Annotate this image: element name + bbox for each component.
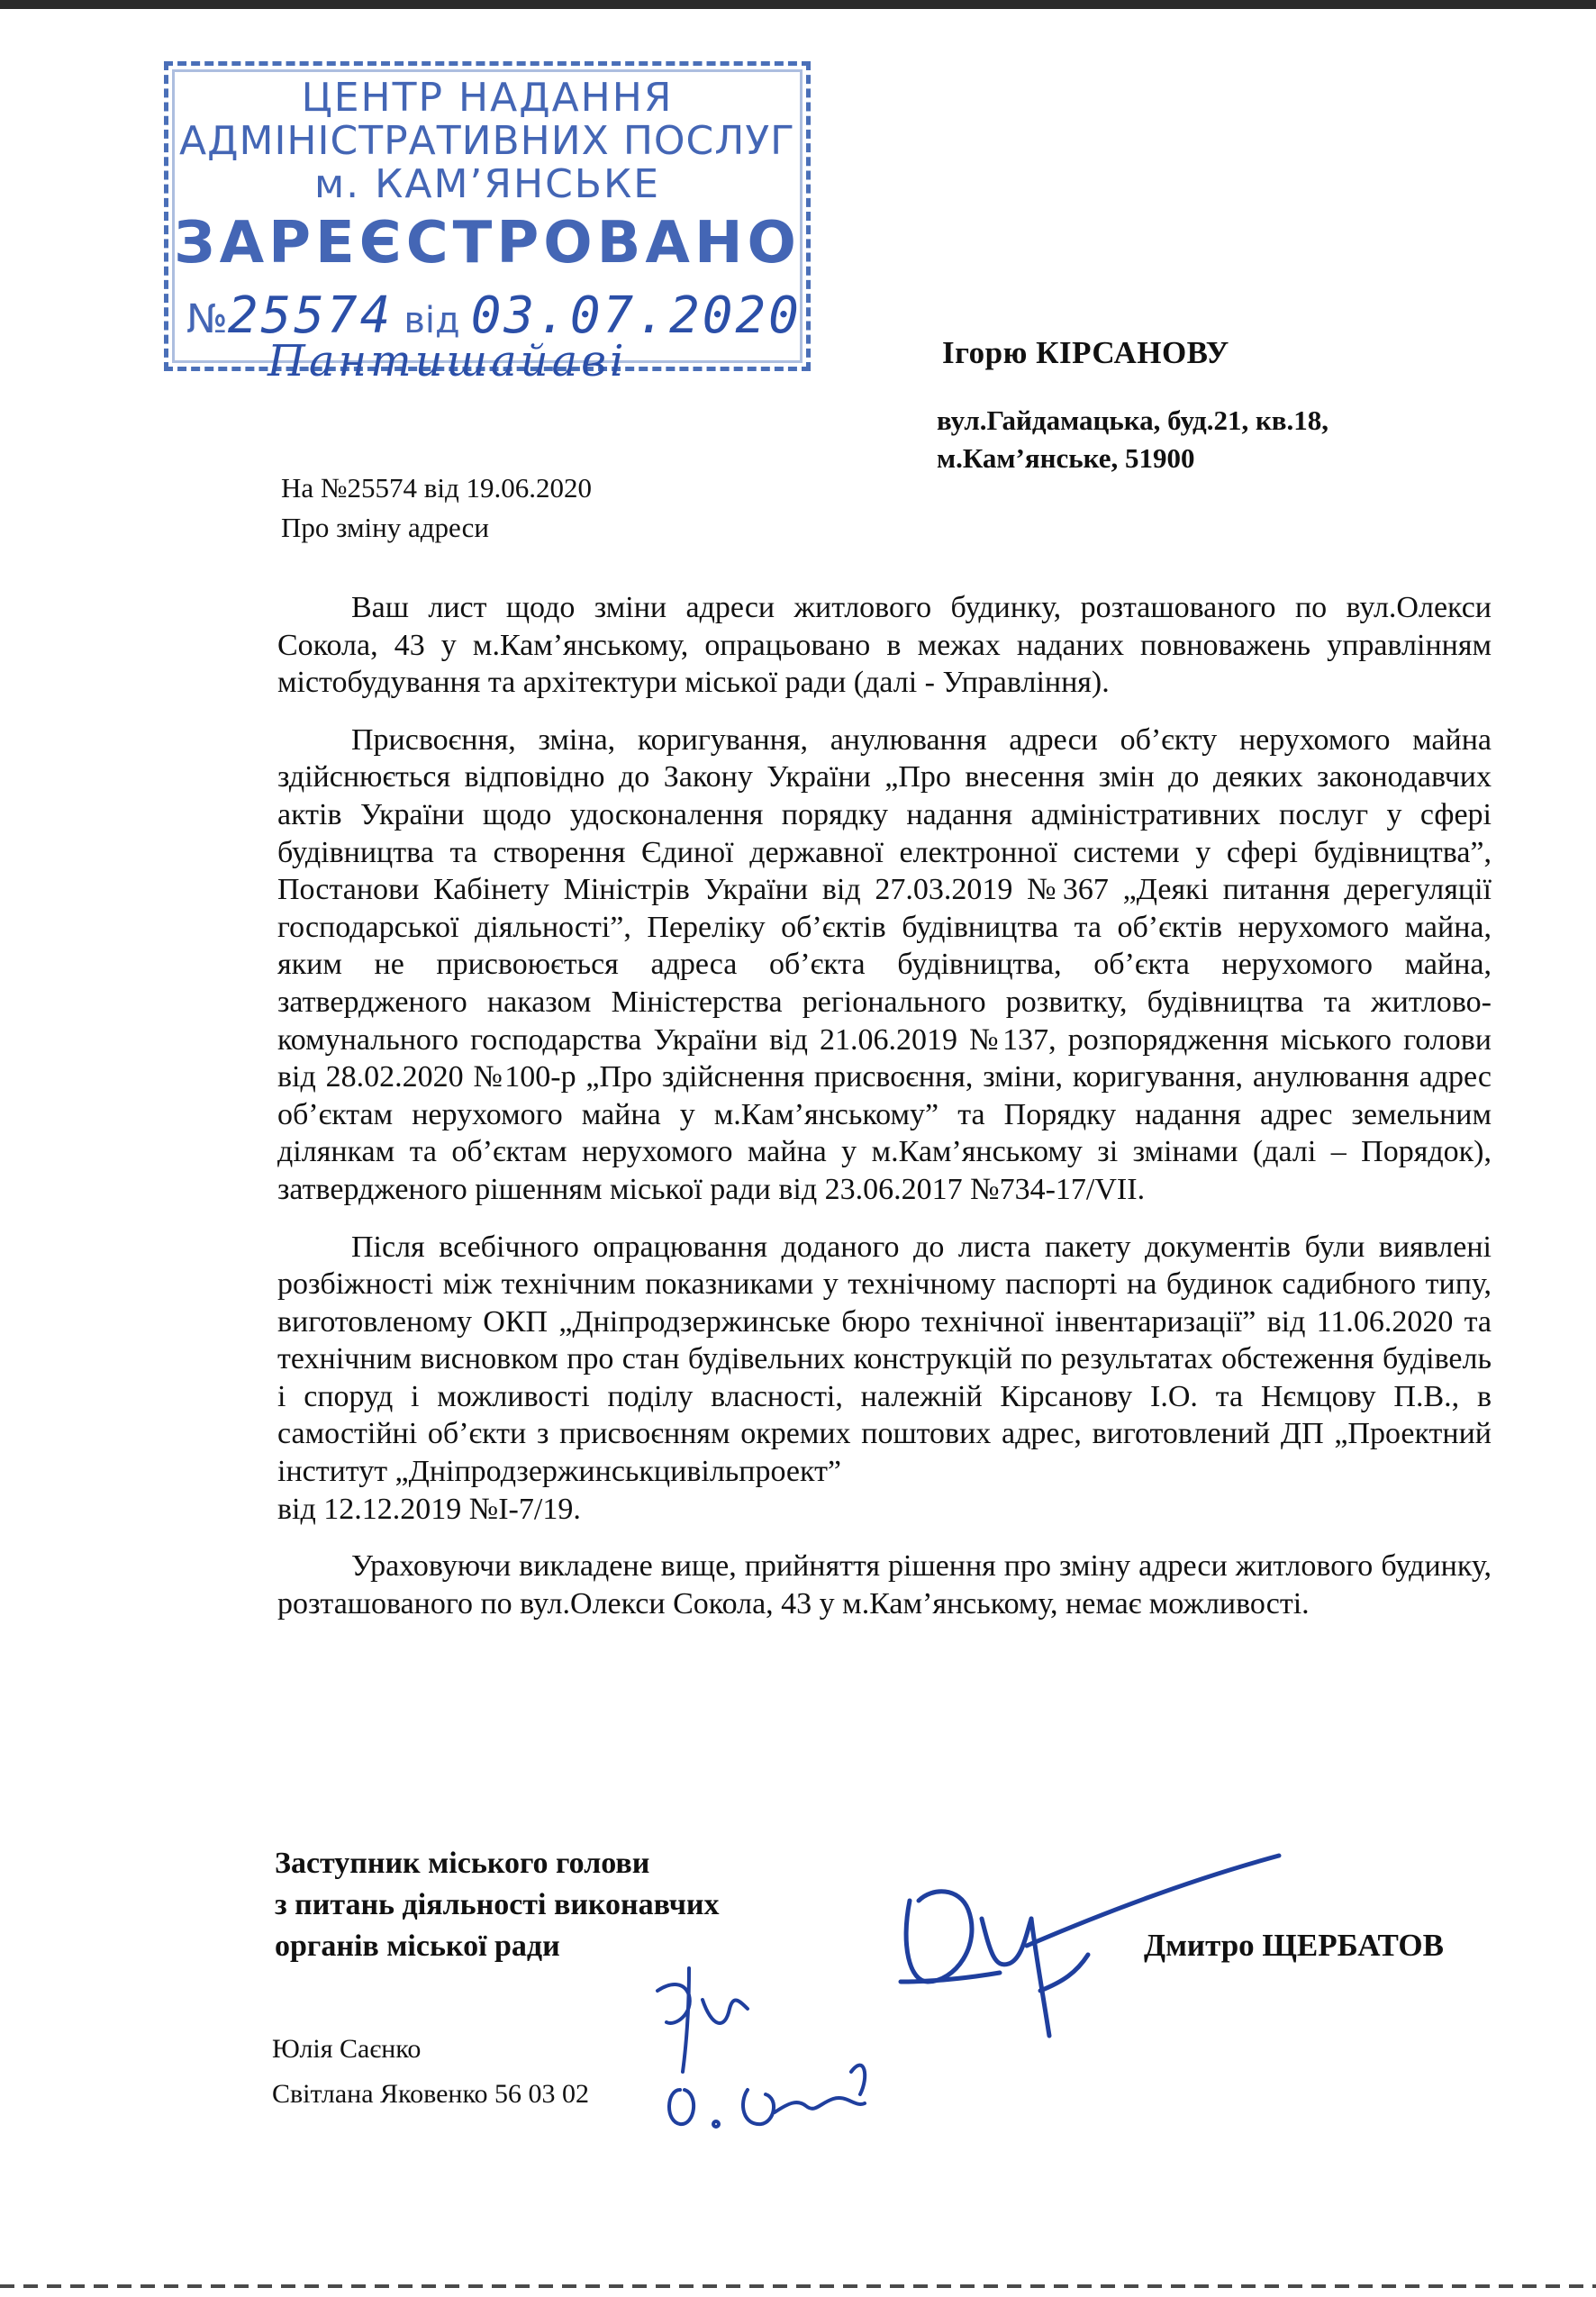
reference-block xyxy=(281,468,592,548)
stamp-org-line-1: ЦЕНТР НАДАННЯ xyxy=(301,75,674,121)
stamp-org-line-2: АДМІНІСТРАТИВНИХ ПОСЛУГ xyxy=(179,118,795,164)
stamp-number: 25574 xyxy=(227,286,394,345)
recipient-address-line-1: вул.Гайдамацька, буд.21, кв.18, xyxy=(937,404,1329,436)
body-paragraph-3: Після всебічного опрацювання доданого до листа пакету документів були виявлені розбіжності між технічним показниками у технічному паспорті на будинок садибного типу, виготовленому ОКП „Дніпродзержинське бюро технічної інвентаризації” від 11.06.2020 та технічним висновком про стан будівельних конструкцій по результатах обстеження будівель і споруд і можливості поділу власності, належній Кірсанову І.О. та Нємцову П.В., в самостійні об’єкти з присвоєнням окремих поштових адрес, виготовлений ДП „Проектний інститут „Дніпродзержинськцивільпроект” xyxy=(277,1230,1492,1489)
executor-1: Юлія Саєнко xyxy=(272,2034,422,2064)
recipient-address xyxy=(937,402,1328,477)
stamp-date: 03.07.2020 xyxy=(470,286,802,345)
letter-body xyxy=(277,589,1492,1642)
signer-name: Дмитро ЩЕРБАТОВ xyxy=(1144,1928,1444,1963)
signer-title xyxy=(275,1843,719,1967)
recipient-address-line-2: м.Кам’янське, 51900 xyxy=(937,442,1195,474)
signer-title-line-2: з питань діяльності виконавчих xyxy=(275,1888,720,1921)
body-paragraph-1: Ваш лист щодо зміни адреси житлового будинку, розташованого по вул.Олекси Сокола, 43 у м.Кам’янському, опрацьовано в межах наданих повноважень управлінням містобудування та архітектури міської ради (далі - Управління). xyxy=(277,591,1492,700)
scan-top-edge xyxy=(0,0,1596,9)
body-paragraph-2: Присвоєння, зміна, коригування, анулювання адреси об’єкту нерухомого майна здійснюється відповідно до Закону України „Про внесення змін до деяких законодавчих актів України щодо удосконалення порядку надання адміністративних послуг у сфері будівництва та створення Єдиної державної електронної системи у сфері будівництва”, Постанови Кабінету Міністрів України від 27.03.2019 №367 „Деякі питання дерегуляції господарської діяльності”, Переліку об’єктів будівництва та об’єктів нерухомого майна, яким не присвоюється адреса об’єкта будівництва, об’єкта нерухомого майна, затвердженого наказом Міністерства регіонального розвитку, будівництва та житлово-комунального господарства України від 21.06.2019 №137, розпорядження міського голови від 28.02.2020 №100-р „Про здійснення присвоєння, зміни, коригування, анулювання адрес об’єктам нерухомого майна у м.Кам’янському” та Порядку надання адрес земельним ділянкам та об’єктам нерухомого майна у м.Кам’янському зі змінами (далі – Порядок), затвердженого рішенням міської ради від 23.06.2017 №734-17/VII. xyxy=(277,722,1492,1206)
executor-2: Світлана Яковенко 56 03 02 xyxy=(272,2079,590,2109)
stamp-org-line-3: м. КАМ’ЯНСЬКЕ xyxy=(313,161,661,207)
body-paragraph-3-tail: від 12.12.2019 №І-7/19. xyxy=(277,1492,581,1526)
registration-stamp xyxy=(164,61,811,386)
stamp-date-label: від xyxy=(404,300,460,341)
signer-title-line-3: органів міської ради xyxy=(275,1929,560,1963)
executor-initials-signature xyxy=(639,1955,901,2144)
stamp-handwritten-note: Пантишайаві xyxy=(268,336,628,386)
scan-bottom-edge xyxy=(0,2284,1596,2288)
stamp-number-label: № xyxy=(186,296,228,342)
letter-subject: Про зміну адреси xyxy=(281,512,489,543)
stamp-status: ЗАРЕЄСТРОВАНО xyxy=(174,210,801,277)
executors-block xyxy=(272,2027,589,2117)
body-paragraph-4: Ураховуючи викладене вище, прийняття рішення про зміну адреси житлового будинку, розташованого по вул.Олекси Сокола, 43 у м.Кам’янському, немає можливості. xyxy=(277,1549,1492,1621)
recipient-name: Ігорю КІРСАНОВУ xyxy=(942,335,1229,370)
signer-title-line-1: Заступник міського голови xyxy=(275,1847,650,1880)
reply-reference: На №25574 від 19.06.2020 xyxy=(281,472,592,504)
